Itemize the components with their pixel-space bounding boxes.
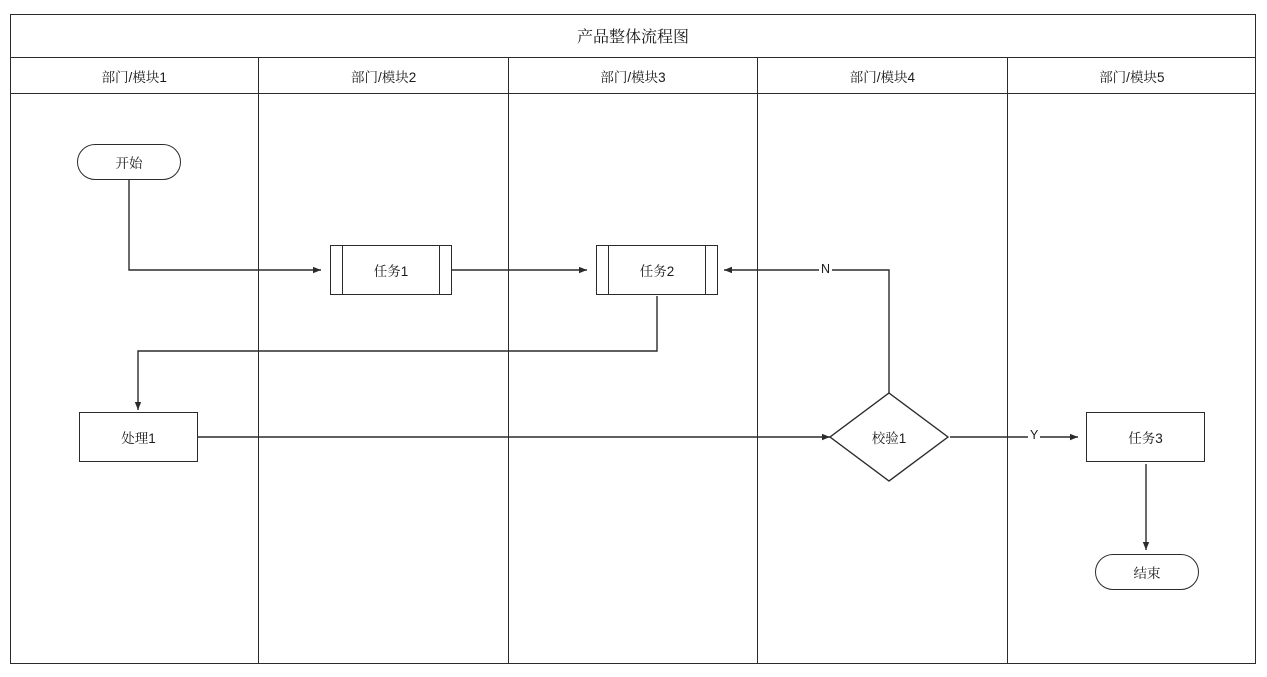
node-task3-label: 任务3	[1128, 431, 1163, 446]
node-end[interactable]	[1095, 554, 1199, 590]
subprocess-divider-left	[342, 246, 343, 294]
node-start[interactable]	[77, 144, 181, 180]
node-task2-label: 任务2	[639, 264, 675, 279]
subprocess-divider-right	[705, 246, 706, 294]
node-process1-label: 处理1	[121, 431, 156, 446]
lane-header-5-label: 部门/模块5	[1099, 69, 1165, 85]
diagram-title-text: 产品整体流程图	[576, 29, 689, 46]
node-process1[interactable]	[79, 412, 198, 462]
edge-label-yes: Y	[1030, 428, 1039, 442]
node-task3[interactable]	[1086, 412, 1205, 462]
node-check1-label: 校验1	[871, 431, 907, 446]
node-task1[interactable]	[330, 245, 452, 295]
lane-header-3-label: 部门/模块3	[600, 69, 666, 85]
edge-label-no: N	[821, 262, 831, 276]
node-task1-label: 任务1	[373, 264, 409, 279]
node-check1[interactable]	[829, 392, 949, 482]
subprocess-divider-left	[608, 246, 609, 294]
lane-header-2-label: 部门/模块2	[350, 69, 417, 85]
node-end-label: 结束	[1133, 566, 1161, 581]
node-task2[interactable]	[596, 245, 718, 295]
lane-header-4-label: 部门/模块4	[849, 69, 916, 85]
node-start-label: 开始	[115, 156, 143, 171]
lane-header-1-label: 部门/模块1	[101, 69, 167, 85]
subprocess-divider-right	[439, 246, 440, 294]
